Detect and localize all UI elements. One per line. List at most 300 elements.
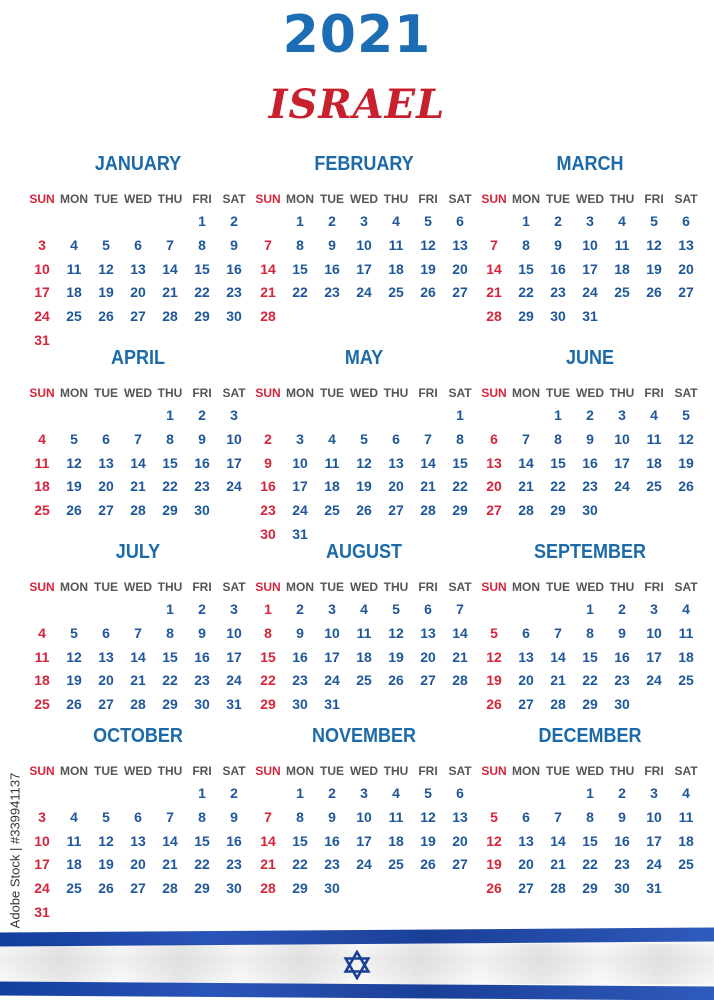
day-cell: 7	[490, 236, 498, 253]
day-cell: 22	[292, 856, 308, 873]
day-cell: 2	[328, 213, 336, 229]
day-cell: 8	[264, 624, 272, 641]
day-cell: 22	[582, 856, 598, 873]
weekday-label: MON	[286, 192, 314, 206]
weekday-label: SAT	[674, 580, 698, 594]
weekday-label: SAT	[674, 764, 698, 778]
day-cell: 29	[452, 502, 468, 519]
day-cell: 25	[614, 284, 630, 301]
day-cell: 26	[420, 284, 436, 301]
day-cell: 31	[646, 880, 662, 897]
day-cell: 25	[34, 502, 50, 519]
day-cell: 26	[356, 502, 372, 519]
day-cell: 16	[550, 260, 566, 277]
day-cell: 10	[226, 430, 242, 447]
day-cell: 8	[554, 430, 562, 447]
weekday-label: WED	[576, 386, 604, 400]
weekday-label: TUE	[320, 580, 344, 594]
day-cell: 10	[34, 260, 50, 277]
country-title: ISRAEL	[268, 81, 446, 128]
day-cell: 11	[34, 648, 50, 665]
month-name: JANUARY	[94, 153, 182, 175]
weekday-label: SAT	[448, 764, 472, 778]
day-cell: 29	[162, 502, 178, 519]
day-cell: 26	[98, 880, 114, 897]
weekday-label: SUN	[255, 192, 281, 206]
day-cell: 24	[226, 478, 242, 495]
weekday-label: FRI	[644, 764, 664, 778]
day-cell: 16	[582, 454, 598, 471]
day-cell: 25	[388, 856, 404, 873]
day-cell: 13	[678, 236, 694, 253]
day-cell: 17	[292, 478, 308, 495]
day-cell: 24	[646, 672, 662, 689]
day-cell: 1	[554, 407, 562, 423]
day-cell: 7	[522, 430, 530, 447]
weekday-label: WED	[350, 764, 378, 778]
day-cell: 24	[324, 672, 340, 689]
day-cell: 8	[586, 808, 594, 825]
day-cell: 11	[646, 430, 662, 447]
day-cell: 27	[420, 672, 436, 689]
day-cell: 24	[226, 672, 242, 689]
weekday-label: MON	[60, 764, 88, 778]
day-cell: 17	[582, 260, 598, 277]
day-cell: 8	[456, 430, 464, 447]
weekday-label: SAT	[448, 192, 472, 206]
month-name: NOVEMBER	[311, 725, 417, 747]
day-cell: 30	[194, 502, 210, 519]
day-cell: 6	[102, 430, 110, 447]
day-cell: 19	[66, 672, 82, 689]
day-cell: 3	[586, 213, 594, 229]
day-cell: 20	[518, 856, 534, 873]
day-cell: 24	[34, 308, 50, 325]
day-cell: 18	[614, 260, 630, 277]
day-cell: 12	[388, 624, 404, 641]
day-cell: 31	[226, 696, 242, 713]
weekday-label: TUE	[94, 764, 118, 778]
day-cell: 11	[388, 808, 404, 825]
day-cell: 18	[388, 832, 404, 849]
day-cell: 23	[614, 672, 630, 689]
day-cell: 6	[102, 624, 110, 641]
day-cell: 5	[650, 213, 658, 229]
day-cell: 28	[162, 308, 178, 325]
weekday-label: TUE	[320, 764, 344, 778]
day-cell: 7	[134, 624, 142, 641]
day-cell: 18	[678, 832, 694, 849]
day-cell: 26	[486, 696, 502, 713]
weekday-label: SUN	[481, 580, 507, 594]
day-cell: 28	[518, 502, 534, 519]
day-cell: 13	[130, 832, 146, 849]
weekday-label: TUE	[546, 580, 570, 594]
day-cell: 17	[646, 832, 662, 849]
day-cell: 9	[618, 624, 626, 641]
day-cell: 27	[98, 696, 114, 713]
day-cell: 4	[650, 407, 658, 423]
day-cell: 20	[388, 478, 404, 495]
day-cell: 14	[162, 260, 178, 277]
day-cell: 3	[38, 236, 46, 253]
day-cell: 8	[166, 624, 174, 641]
calendar-year: 2021	[282, 5, 432, 65]
day-cell: 14	[452, 624, 468, 641]
day-cell: 5	[360, 430, 368, 447]
day-cell: 19	[66, 478, 82, 495]
weekday-label: THU	[157, 764, 183, 778]
weekday-label: TUE	[94, 192, 118, 206]
day-cell: 3	[230, 407, 238, 423]
month-name: MAY	[344, 347, 384, 369]
day-cell: 10	[582, 236, 598, 253]
day-cell: 28	[420, 502, 436, 519]
day-cell: 12	[356, 454, 372, 471]
day-cell: 9	[328, 808, 336, 825]
day-cell: 2	[554, 213, 562, 229]
day-cell: 14	[550, 648, 566, 665]
weekday-label: FRI	[192, 386, 212, 400]
day-cell: 23	[260, 502, 276, 519]
weekday-label: MON	[60, 386, 88, 400]
day-cell: 26	[646, 284, 662, 301]
day-cell: 2	[328, 785, 336, 801]
day-cell: 20	[420, 648, 436, 665]
day-cell: 5	[424, 213, 432, 229]
day-cell: 11	[356, 624, 372, 641]
day-cell: 8	[198, 808, 206, 825]
day-cell: 29	[260, 696, 276, 713]
day-cell: 24	[614, 478, 630, 495]
day-cell: 4	[360, 601, 368, 617]
day-cell: 27	[518, 880, 534, 897]
day-cell: 30	[194, 696, 210, 713]
day-cell: 8	[166, 430, 174, 447]
day-cell: 27	[452, 856, 468, 873]
weekday-label: FRI	[644, 580, 664, 594]
day-cell: 21	[130, 672, 146, 689]
day-cell: 4	[70, 236, 78, 253]
day-cell: 11	[678, 808, 694, 825]
day-cell: 6	[522, 808, 530, 825]
day-cell: 17	[356, 260, 372, 277]
day-cell: 17	[646, 648, 662, 665]
day-cell: 22	[518, 284, 534, 301]
day-cell: 29	[194, 880, 210, 897]
day-cell: 4	[392, 785, 400, 801]
day-cell: 14	[486, 260, 502, 277]
day-cell: 17	[226, 648, 242, 665]
day-cell: 18	[34, 478, 50, 495]
day-cell: 16	[614, 648, 630, 665]
day-cell: 2	[264, 430, 272, 447]
day-cell: 11	[614, 236, 630, 253]
day-cell: 13	[452, 808, 468, 825]
day-cell: 6	[134, 236, 142, 253]
day-cell: 30	[292, 696, 308, 713]
day-cell: 21	[260, 856, 276, 873]
day-cell: 27	[130, 880, 146, 897]
day-cell: 13	[98, 454, 114, 471]
weekday-label: FRI	[418, 192, 438, 206]
day-cell: 19	[388, 648, 404, 665]
day-cell: 30	[614, 696, 630, 713]
day-cell: 23	[194, 478, 210, 495]
day-cell: 2	[230, 785, 238, 801]
weekday-label: MON	[512, 386, 540, 400]
day-cell: 1	[456, 407, 464, 423]
weekday-label: SAT	[674, 386, 698, 400]
weekday-label: THU	[609, 192, 635, 206]
day-cell: 16	[614, 832, 630, 849]
day-cell: 1	[166, 601, 174, 617]
day-cell: 21	[550, 856, 566, 873]
weekday-label: SAT	[448, 580, 472, 594]
weekday-label: THU	[383, 580, 409, 594]
day-cell: 9	[198, 430, 206, 447]
day-cell: 12	[420, 236, 436, 253]
weekday-label: SAT	[674, 192, 698, 206]
day-cell: 25	[66, 880, 82, 897]
weekday-label: SUN	[255, 764, 281, 778]
day-cell: 8	[198, 236, 206, 253]
day-cell: 18	[66, 284, 82, 301]
day-cell: 28	[486, 308, 502, 325]
day-cell: 31	[324, 696, 340, 713]
day-cell: 13	[130, 260, 146, 277]
day-cell: 25	[646, 478, 662, 495]
day-cell: 11	[66, 832, 82, 849]
weekday-label: THU	[383, 386, 409, 400]
day-cell: 15	[582, 832, 598, 849]
day-cell: 27	[678, 284, 694, 301]
day-cell: 5	[70, 430, 78, 447]
day-cell: 18	[34, 672, 50, 689]
day-cell: 6	[456, 785, 464, 801]
day-cell: 19	[646, 260, 662, 277]
day-cell: 1	[166, 407, 174, 423]
day-cell: 14	[518, 454, 534, 471]
day-cell: 15	[162, 454, 178, 471]
day-cell: 9	[586, 430, 594, 447]
day-cell: 5	[392, 601, 400, 617]
day-cell: 1	[296, 213, 304, 229]
day-cell: 16	[324, 260, 340, 277]
day-cell: 8	[296, 808, 304, 825]
day-cell: 4	[38, 624, 46, 641]
weekday-label: WED	[576, 580, 604, 594]
day-cell: 7	[264, 808, 272, 825]
weekday-label: WED	[124, 386, 152, 400]
weekday-label: MON	[286, 386, 314, 400]
day-cell: 22	[550, 478, 566, 495]
day-cell: 13	[388, 454, 404, 471]
day-cell: 9	[230, 808, 238, 825]
weekday-label: SUN	[481, 764, 507, 778]
weekday-label: TUE	[320, 386, 344, 400]
day-cell: 5	[70, 624, 78, 641]
day-cell: 30	[582, 502, 598, 519]
day-cell: 12	[98, 260, 114, 277]
day-cell: 2	[296, 601, 304, 617]
weekday-label: FRI	[644, 192, 664, 206]
day-cell: 3	[618, 407, 626, 423]
day-cell: 1	[586, 601, 594, 617]
day-cell: 5	[102, 808, 110, 825]
day-cell: 25	[678, 672, 694, 689]
weekday-label: TUE	[94, 386, 118, 400]
day-cell: 23	[226, 856, 242, 873]
weekday-label: WED	[576, 192, 604, 206]
day-cell: 9	[618, 808, 626, 825]
day-cell: 13	[518, 648, 534, 665]
weekday-label: FRI	[418, 580, 438, 594]
day-cell: 30	[614, 880, 630, 897]
stock-id-watermark	[4, 770, 26, 930]
day-cell: 23	[324, 284, 340, 301]
day-cell: 4	[392, 213, 400, 229]
weekday-label: SUN	[481, 386, 507, 400]
day-cell: 25	[66, 308, 82, 325]
day-cell: 21	[260, 284, 276, 301]
weekday-label: FRI	[192, 192, 212, 206]
weekday-label: SUN	[29, 764, 55, 778]
day-cell: 12	[646, 236, 662, 253]
star-of-david-icon	[342, 950, 372, 980]
day-cell: 28	[452, 672, 468, 689]
day-cell: 23	[292, 672, 308, 689]
day-cell: 19	[486, 856, 502, 873]
day-cell: 21	[550, 672, 566, 689]
day-cell: 18	[324, 478, 340, 495]
day-cell: 18	[66, 856, 82, 873]
day-cell: 2	[618, 601, 626, 617]
day-cell: 10	[324, 624, 340, 641]
day-cell: 25	[356, 672, 372, 689]
day-cell: 1	[264, 601, 272, 617]
day-cell: 9	[198, 624, 206, 641]
day-cell: 26	[486, 880, 502, 897]
weekday-label: WED	[350, 192, 378, 206]
day-cell: 8	[522, 236, 530, 253]
day-cell: 6	[456, 213, 464, 229]
weekday-label: THU	[609, 764, 635, 778]
stock-id-text: Adobe Stock | #339941137	[7, 772, 23, 928]
day-cell: 28	[550, 696, 566, 713]
day-cell: 29	[292, 880, 308, 897]
day-cell: 14	[420, 454, 436, 471]
weekday-label: TUE	[546, 192, 570, 206]
day-cell: 22	[452, 478, 468, 495]
day-cell: 20	[518, 672, 534, 689]
day-cell: 2	[198, 601, 206, 617]
day-cell: 26	[388, 672, 404, 689]
day-cell: 15	[582, 648, 598, 665]
day-cell: 4	[328, 430, 336, 447]
day-cell: 24	[292, 502, 308, 519]
weekday-label: FRI	[192, 764, 212, 778]
day-cell: 23	[194, 672, 210, 689]
day-cell: 10	[226, 624, 242, 641]
day-cell: 3	[360, 213, 368, 229]
day-cell: 30	[226, 308, 242, 325]
day-cell: 11	[678, 624, 694, 641]
day-cell: 7	[166, 236, 174, 253]
day-cell: 7	[424, 430, 432, 447]
month-name: SEPTEMBER	[533, 541, 647, 563]
day-cell: 16	[324, 832, 340, 849]
day-cell: 28	[260, 308, 276, 325]
day-cell: 27	[486, 502, 502, 519]
month-name: OCTOBER	[93, 725, 183, 747]
day-cell: 21	[486, 284, 502, 301]
day-cell: 12	[678, 430, 694, 447]
day-cell: 14	[130, 454, 146, 471]
day-cell: 12	[420, 808, 436, 825]
day-cell: 20	[130, 284, 146, 301]
weekday-label: WED	[350, 580, 378, 594]
day-cell: 22	[162, 672, 178, 689]
day-cell: 10	[646, 624, 662, 641]
day-cell: 17	[324, 648, 340, 665]
day-cell: 13	[518, 832, 534, 849]
day-cell: 21	[162, 856, 178, 873]
day-cell: 13	[452, 236, 468, 253]
day-cell: 20	[486, 478, 502, 495]
day-cell: 5	[424, 785, 432, 801]
day-cell: 15	[550, 454, 566, 471]
day-cell: 25	[34, 696, 50, 713]
day-cell: 4	[618, 213, 626, 229]
day-cell: 4	[682, 601, 690, 617]
day-cell: 18	[646, 454, 662, 471]
weekday-label: SAT	[222, 580, 246, 594]
day-cell: 12	[486, 832, 502, 849]
day-cell: 15	[518, 260, 534, 277]
day-cell: 17	[614, 454, 630, 471]
day-cell: 30	[324, 880, 340, 897]
day-cell: 12	[66, 648, 82, 665]
day-cell: 2	[230, 213, 238, 229]
day-cell: 13	[486, 454, 502, 471]
day-cell: 23	[226, 284, 242, 301]
israel-flag-banner	[0, 926, 714, 1000]
day-cell: 5	[102, 236, 110, 253]
day-cell: 28	[162, 880, 178, 897]
weekday-label: SUN	[255, 580, 281, 594]
day-cell: 3	[38, 808, 46, 825]
day-cell: 19	[98, 284, 114, 301]
day-cell: 1	[198, 785, 206, 801]
day-cell: 13	[98, 648, 114, 665]
day-cell: 24	[356, 284, 372, 301]
weekday-label: MON	[286, 764, 314, 778]
day-cell: 27	[518, 696, 534, 713]
month-name: AUGUST	[325, 541, 402, 563]
day-cell: 26	[420, 856, 436, 873]
day-cell: 6	[490, 430, 498, 447]
day-cell: 21	[452, 648, 468, 665]
weekday-label: SUN	[29, 192, 55, 206]
weekday-label: MON	[512, 192, 540, 206]
day-cell: 13	[420, 624, 436, 641]
day-cell: 29	[162, 696, 178, 713]
day-cell: 22	[194, 856, 210, 873]
day-cell: 19	[486, 672, 502, 689]
day-cell: 31	[34, 904, 50, 920]
day-cell: 27	[388, 502, 404, 519]
